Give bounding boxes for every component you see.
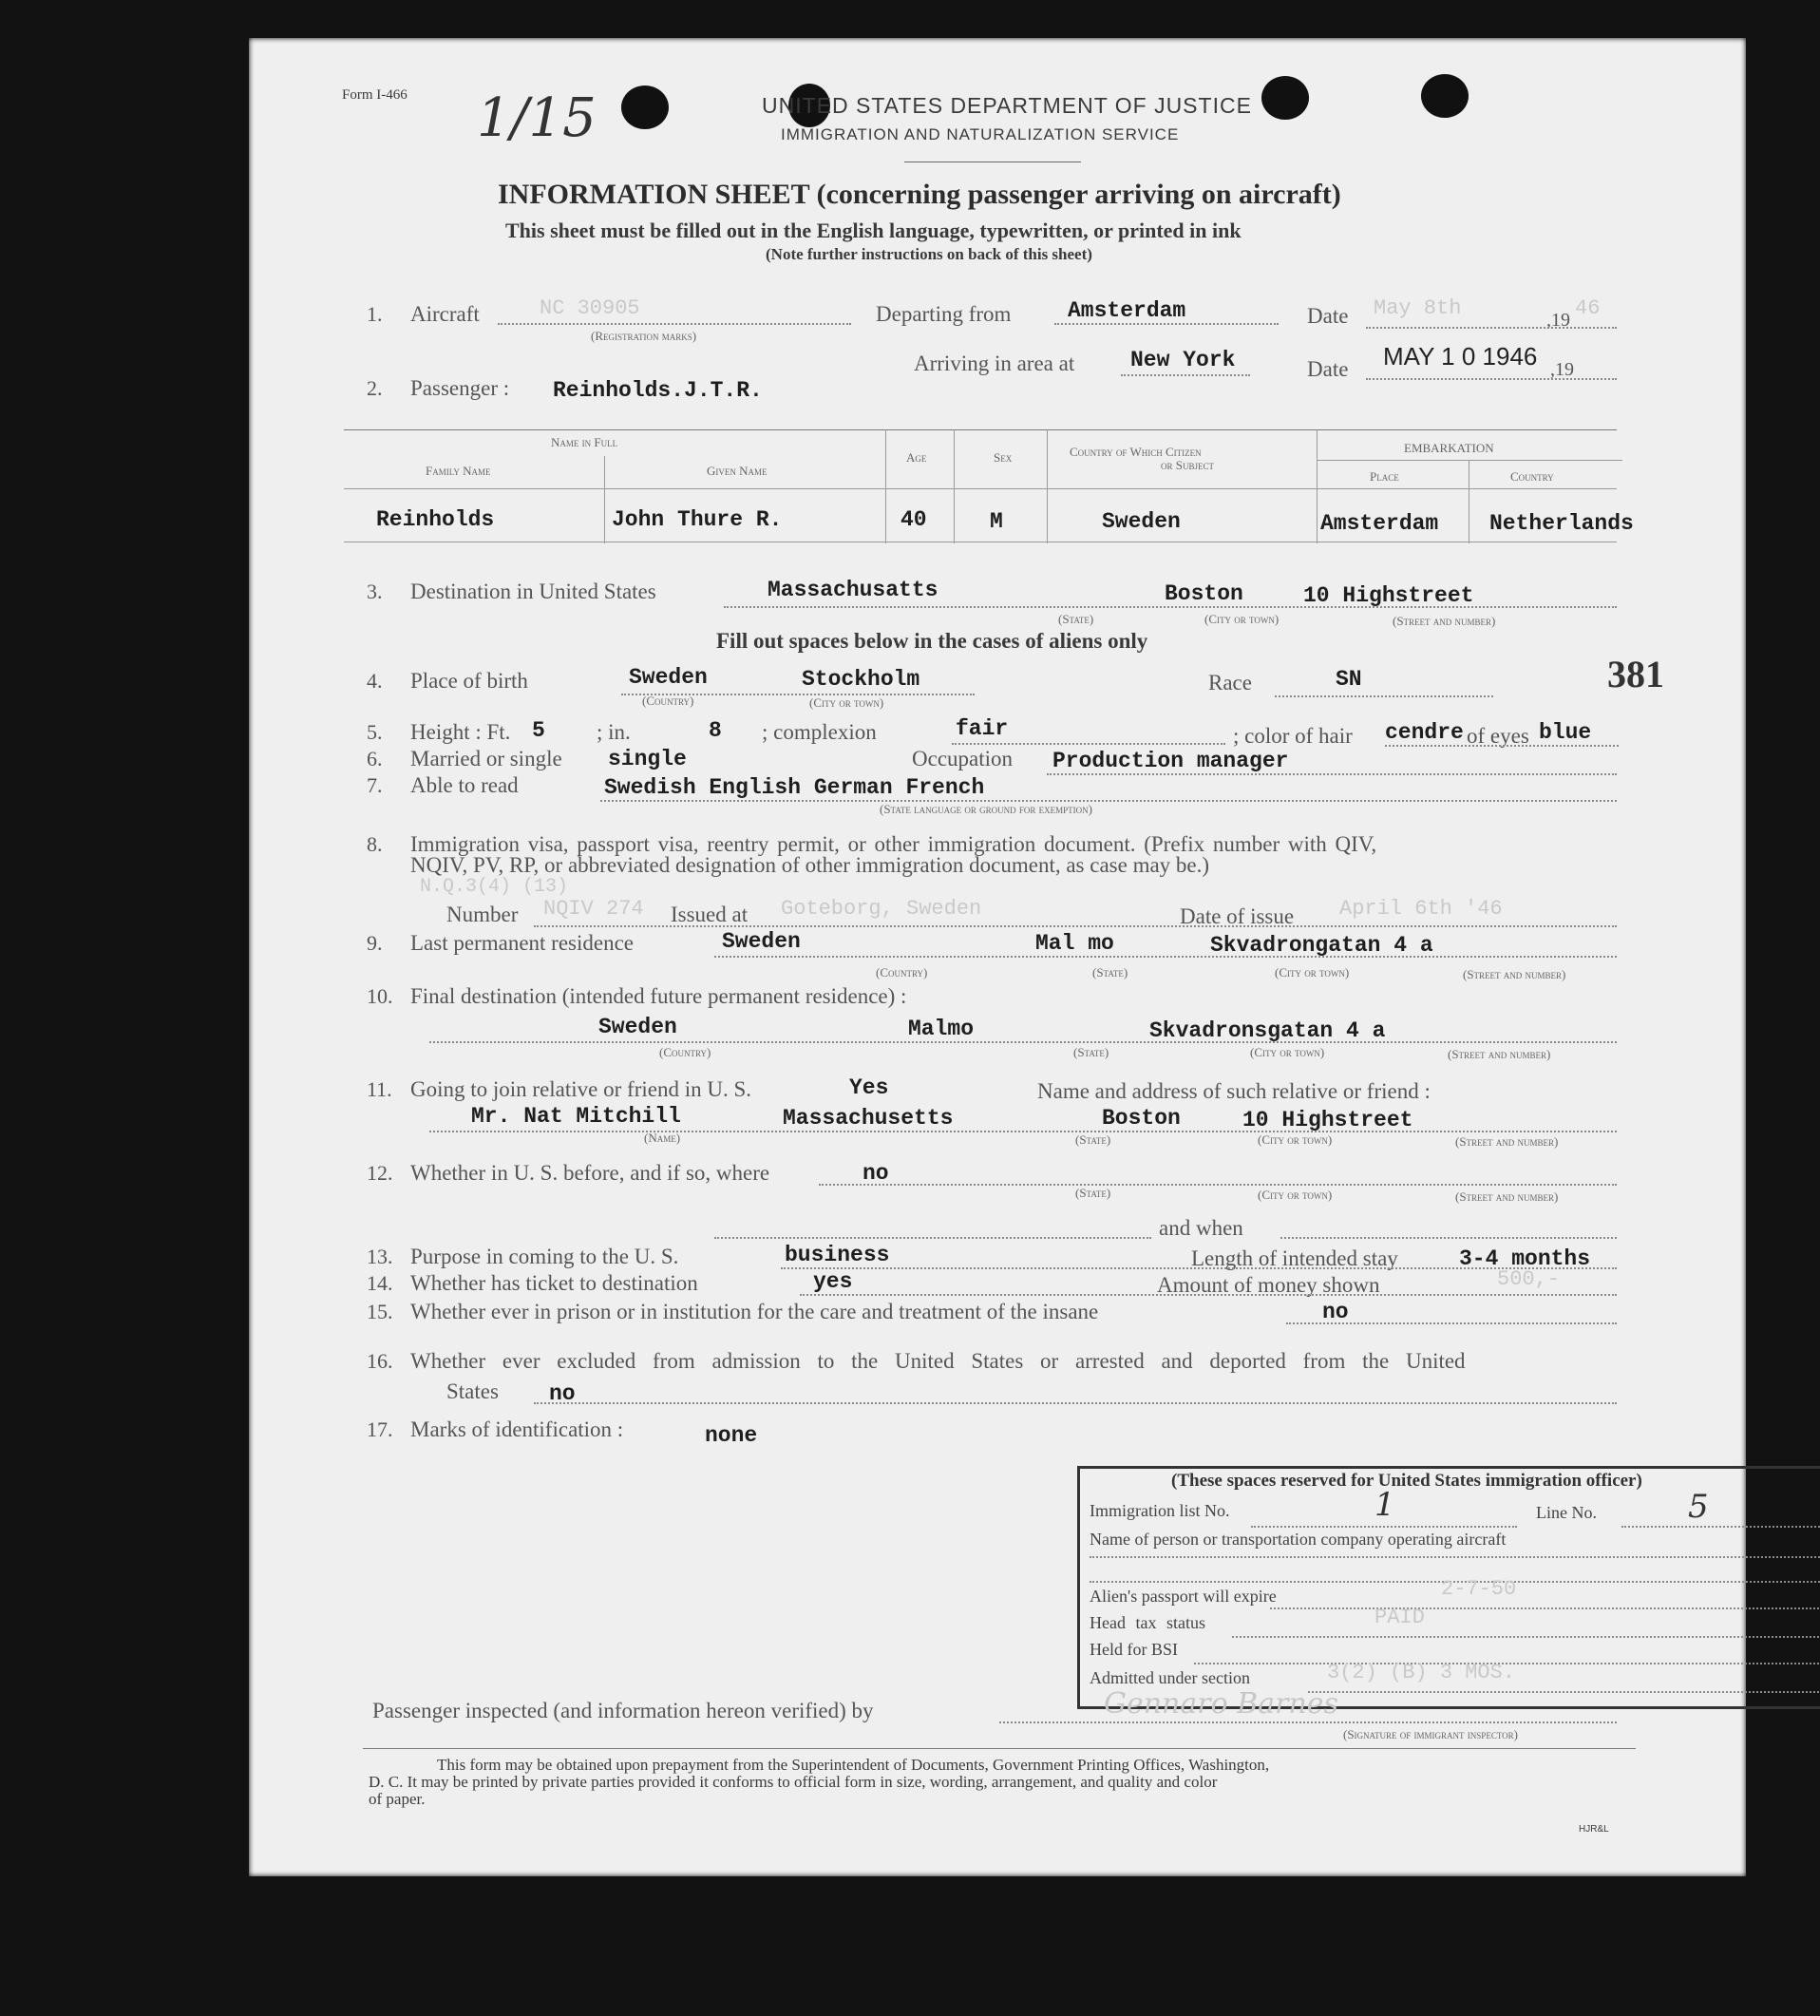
list-no: 1 (1374, 1486, 1395, 1524)
residence-street: Skvadrongatan 4 a (1210, 933, 1433, 958)
handwritten-note: 1/15 (477, 87, 597, 149)
tax-value: PAID (1374, 1606, 1425, 1629)
caption: (Street and number) (1455, 1134, 1559, 1149)
item-number: 16. (367, 1349, 393, 1373)
caption: (Country) (659, 1045, 711, 1059)
relative-city: Boston (1102, 1106, 1181, 1131)
label: Whether ever in prison or in institution for the care and treatment of the insane (410, 1300, 1099, 1323)
sheet-instruction: This sheet must be filled out in the English language, typewritten, or printed in ink (505, 219, 1242, 242)
year-prefix: ,19 (1546, 310, 1570, 331)
form-page (249, 38, 1746, 1876)
caption: (City or town) (1204, 612, 1280, 626)
label: Aircraft (410, 302, 480, 326)
department-title: UNITED STATES DEPARTMENT OF JUSTICE (762, 93, 1252, 118)
table-header: Name in Full (551, 435, 618, 449)
label: of eyes (1467, 724, 1529, 748)
label: Immigration list No. (1090, 1501, 1230, 1520)
visa-date: April 6th '46 (1339, 897, 1503, 921)
sex: M (990, 509, 1003, 534)
item-number: 17. (367, 1417, 393, 1441)
label: Amount of money shown (1157, 1273, 1380, 1297)
money-value: 500,- (1497, 1267, 1561, 1291)
caption: (State) (1092, 965, 1128, 979)
final-state: Malmo (908, 1017, 975, 1041)
item-number: 8. (367, 832, 383, 856)
aircraft-value: NC 30905 (540, 296, 640, 320)
inspector-signature: Gennaro Barnes (1104, 1687, 1338, 1721)
caption: (Street and number) (1448, 1047, 1551, 1061)
label: Admitted under section (1090, 1668, 1250, 1687)
label: Married or single (410, 747, 562, 770)
label: Occupation (912, 747, 1014, 770)
label: Date of issue (1180, 904, 1295, 928)
item-number: 1. (367, 302, 383, 326)
label: Head tax status (1090, 1613, 1205, 1632)
arriving-value: New York (1130, 348, 1236, 372)
label: Whether ever excluded from admission to the United States or arrested and deported from the United (410, 1349, 1466, 1373)
table-header: Family Name (426, 464, 491, 478)
label: Line No. (1536, 1503, 1597, 1522)
visa-number: NQIV 274 (543, 897, 644, 921)
caption: (Name) (644, 1131, 681, 1145)
table-header: Country of Which Citizen (1070, 445, 1202, 459)
caption: (Street and number) (1393, 614, 1496, 628)
service-title: IMMIGRATION AND NATURALIZATION SERVICE (781, 125, 1180, 143)
relative-name: Mr. Nat Mitchill (471, 1104, 681, 1129)
punch-hole (621, 86, 669, 129)
label: Last permanent residence (410, 931, 634, 955)
caption: (Country) (642, 694, 694, 708)
label: Going to join relative or friend in U. S. (410, 1077, 751, 1101)
excluded-value: no (549, 1381, 576, 1406)
item-number: 13. (367, 1245, 393, 1268)
label: Date (1307, 357, 1349, 381)
visa-issued-at: Goteborg, Sweden (781, 897, 982, 921)
item-number: 14. (367, 1271, 393, 1295)
label: States (446, 1379, 499, 1403)
box-title: (These spaces reserved for United States immigration officer) (1171, 1471, 1642, 1491)
label: Length of intended stay (1191, 1246, 1398, 1270)
joining-value: Yes (849, 1075, 889, 1100)
footer-line1: This form may be obtained upon prepayment from the Superintendent of Documents, Government Printing Offices, Washington, (437, 1756, 1270, 1774)
label: Destination in United States (410, 580, 656, 603)
item-number: 3. (367, 580, 383, 603)
item-number: 2. (367, 376, 383, 400)
marital-value: single (608, 747, 687, 771)
item-number: 5. (367, 720, 383, 744)
label: NQIV, PV, RP, or abbreviated designation of other immigration document, as case may be.) (410, 853, 1210, 877)
caption: (State language or ground for exemption) (880, 802, 1092, 816)
caption: (Registration marks) (591, 329, 697, 343)
marks-value: none (705, 1423, 758, 1448)
label: Date (1307, 304, 1349, 328)
sheet-title: INFORMATION SHEET (concerning passenger arriving on aircraft) (498, 179, 1341, 210)
footer-line3: of paper. (369, 1790, 426, 1808)
label: Held for BSI (1090, 1640, 1178, 1659)
label: Alien's passport will expire (1090, 1587, 1277, 1606)
page-number: 381 (1607, 653, 1664, 695)
footer-line2: D. C. It may be printed by private parties provided it conforms to official form in size, wording, arrangement, and quality and color (369, 1773, 1218, 1791)
table-header: Age (906, 450, 927, 465)
table-header: EMBARKATION (1404, 441, 1494, 455)
citizenship: Sweden (1102, 509, 1181, 534)
item-number: 7. (367, 773, 383, 797)
caption: (Street and number) (1463, 967, 1566, 981)
label: Whether has ticket to destination (410, 1271, 698, 1295)
caption: (Street and number) (1455, 1189, 1559, 1204)
label: and when (1159, 1216, 1243, 1240)
final-street: Skvadronsgatan 4 a (1149, 1018, 1386, 1043)
eyes-value: blue (1539, 720, 1592, 745)
label: Arriving in area at (914, 352, 1075, 375)
complexion-value: fair (956, 716, 1009, 741)
given-name: John Thure R. (612, 507, 783, 532)
prison-value: no (1322, 1300, 1349, 1324)
label: Race (1208, 671, 1252, 694)
punch-hole (1261, 76, 1309, 120)
item-number: 11. (367, 1077, 392, 1101)
label: ; color of hair (1233, 724, 1353, 748)
caption: (State) (1058, 612, 1094, 626)
height-in: 8 (709, 718, 722, 743)
caption: (Country) (876, 965, 928, 979)
hair-value: cendre (1385, 720, 1464, 745)
item-number: 15. (367, 1300, 393, 1323)
visa-handwritten: N.Q.3(4) (13) (420, 876, 569, 898)
relative-state: Massachusetts (783, 1106, 954, 1131)
label: Height : Ft. (410, 720, 511, 744)
section-value: 3(2) (B) 3 MOS. (1327, 1661, 1516, 1684)
printer-mark: HJR&L (1579, 1824, 1609, 1835)
caption: (State) (1073, 1045, 1109, 1059)
label: Issued at (671, 903, 749, 926)
punch-hole (1421, 74, 1469, 118)
birth-city: Stockholm (802, 667, 920, 692)
passenger-value: Reinholds.J.T.R. (553, 378, 763, 403)
relative-street: 10 Highstreet (1242, 1108, 1413, 1132)
item-number: 4. (367, 669, 383, 693)
caption: (State) (1075, 1132, 1111, 1147)
ticket-value: yes (813, 1269, 853, 1294)
label: ; in. (597, 720, 631, 744)
label: ; complexion (762, 720, 877, 744)
caption: (City or town) (809, 695, 884, 710)
caption: (City or town) (1258, 1188, 1333, 1202)
before-value: no (863, 1161, 889, 1186)
stay-value: 3-4 months (1459, 1246, 1591, 1271)
aliens-heading: Fill out spaces below in the cases of aliens only (716, 629, 1148, 653)
year-prefix: ,19 (1550, 359, 1574, 380)
label: Marks of identification : (410, 1417, 624, 1441)
dest-city: Boston (1165, 581, 1243, 606)
label: Name of person or transportation company operating aircraft (1090, 1530, 1507, 1549)
sheet-note: (Note further instructions on back of this sheet) (766, 245, 1092, 263)
officer-box (1077, 1466, 1820, 1709)
line-no: 5 (1688, 1488, 1709, 1526)
caption: (Signature of immigrant inspector) (1343, 1727, 1518, 1741)
caption: (City or town) (1250, 1045, 1325, 1059)
race-value: SN (1336, 667, 1362, 692)
label: Purpose in coming to the U. S. (410, 1245, 679, 1268)
dest-state: Massachusatts (768, 578, 938, 602)
arrival-stamp: MAY 1 0 1946 (1383, 342, 1538, 371)
label: Departing from (876, 302, 1012, 326)
label: Place of birth (410, 669, 528, 693)
dest-street: 10 Highstreet (1303, 583, 1474, 608)
departure-date: May 8th (1374, 296, 1462, 320)
age: 40 (901, 507, 927, 532)
height-ft: 5 (532, 718, 545, 743)
item-number: 6. (367, 747, 383, 770)
label: Passenger : (410, 376, 510, 400)
table-header: or Subject (1161, 458, 1214, 472)
residence-country: Sweden (722, 929, 801, 954)
caption: (City or town) (1258, 1132, 1333, 1147)
birth-country: Sweden (629, 665, 708, 690)
embark-place: Amsterdam (1320, 511, 1439, 536)
table-header: Country (1510, 469, 1554, 484)
caption: (City or town) (1275, 965, 1350, 979)
item-number: 9. (367, 931, 383, 955)
table-header: Given Name (707, 464, 768, 478)
family-name: Reinholds (376, 507, 495, 532)
label: Final destination (intended future permanent residence) : (410, 984, 907, 1008)
residence-state: Mal mo (1035, 931, 1114, 956)
label: Name and address of such relative or friend : (1037, 1079, 1431, 1103)
embark-country: Netherlands (1489, 511, 1634, 536)
label: Number (446, 903, 519, 926)
occupation-value: Production manager (1052, 749, 1289, 773)
label: Immigration visa, passport visa, reentry permit, or other immigration document. (Prefix number with QIV, (410, 832, 1377, 856)
final-country: Sweden (598, 1015, 677, 1039)
item-number: 12. (367, 1161, 393, 1185)
table-header: Place (1370, 469, 1399, 484)
languages-value: Swedish English German French (604, 775, 985, 800)
form-number: Form I-466 (342, 87, 408, 103)
label: Passenger inspected (and information hereon verified) by (372, 1699, 874, 1722)
label: Whether in U. S. before, and if so, where (410, 1161, 770, 1185)
table-header: Sex (994, 450, 1013, 465)
caption: (State) (1075, 1186, 1111, 1200)
year-value: 46 (1575, 296, 1601, 320)
item-number: 10. (367, 984, 393, 1008)
label: Able to read (410, 773, 519, 797)
purpose-value: business (785, 1243, 890, 1267)
departing-value: Amsterdam (1068, 298, 1186, 323)
expire-value: 2-7-50 (1441, 1577, 1517, 1601)
